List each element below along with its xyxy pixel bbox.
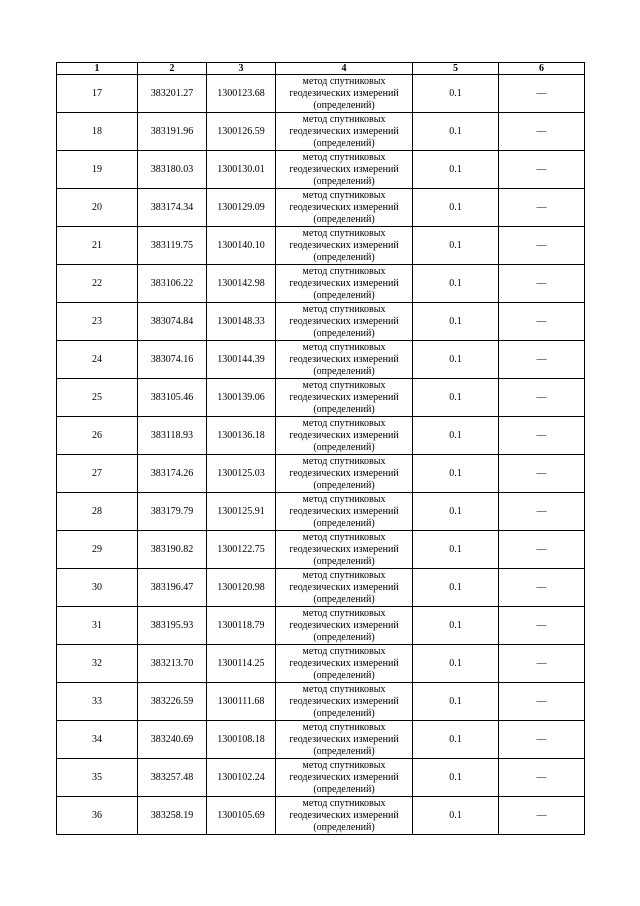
method-cell: метод спутниковых геодезических измерений (определений) — [276, 303, 413, 341]
table-row — [57, 189, 585, 227]
x-coordinate-cell: 383119.75 — [138, 227, 207, 265]
note-cell: — — [499, 417, 585, 455]
accuracy-cell: 0.1 — [413, 759, 499, 797]
accuracy-cell: 0.1 — [413, 645, 499, 683]
table-row — [57, 113, 585, 151]
table-row — [57, 721, 585, 759]
method-cell: метод спутниковых геодезических измерений (определений) — [276, 417, 413, 455]
note-cell: — — [499, 151, 585, 189]
x-coordinate-cell: 383240.69 — [138, 721, 207, 759]
accuracy-cell: 0.1 — [413, 721, 499, 759]
y-coordinate-cell: 1300130.01 — [207, 151, 276, 189]
note-cell: — — [499, 265, 585, 303]
note-cell: — — [499, 531, 585, 569]
method-cell: метод спутниковых геодезических измерений (определений) — [276, 341, 413, 379]
y-coordinate-cell: 1300114.25 — [207, 645, 276, 683]
accuracy-cell: 0.1 — [413, 189, 499, 227]
x-coordinate-cell: 383195.93 — [138, 607, 207, 645]
table-row — [57, 303, 585, 341]
point-number-cell: 26 — [57, 417, 138, 455]
accuracy-cell: 0.1 — [413, 341, 499, 379]
point-number-cell: 29 — [57, 531, 138, 569]
x-coordinate-cell: 383106.22 — [138, 265, 207, 303]
x-coordinate-cell: 383201.27 — [138, 75, 207, 113]
accuracy-cell: 0.1 — [413, 607, 499, 645]
y-coordinate-cell: 1300108.18 — [207, 721, 276, 759]
table-row — [57, 341, 585, 379]
accuracy-cell: 0.1 — [413, 683, 499, 721]
header-col-3: 3 — [207, 63, 276, 75]
method-cell: метод спутниковых геодезических измерений (определений) — [276, 75, 413, 113]
method-cell: метод спутниковых геодезических измерений (определений) — [276, 531, 413, 569]
accuracy-cell: 0.1 — [413, 493, 499, 531]
point-number-cell: 33 — [57, 683, 138, 721]
note-cell: — — [499, 759, 585, 797]
y-coordinate-cell: 1300105.69 — [207, 797, 276, 835]
y-coordinate-cell: 1300125.03 — [207, 455, 276, 493]
y-coordinate-cell: 1300136.18 — [207, 417, 276, 455]
method-cell: метод спутниковых геодезических измерений (определений) — [276, 455, 413, 493]
y-coordinate-cell: 1300125.91 — [207, 493, 276, 531]
header-col-6: 6 — [499, 63, 585, 75]
note-cell: — — [499, 341, 585, 379]
x-coordinate-cell: 383174.34 — [138, 189, 207, 227]
point-number-cell: 20 — [57, 189, 138, 227]
table-row — [57, 417, 585, 455]
y-coordinate-cell: 1300122.75 — [207, 531, 276, 569]
note-cell: — — [499, 379, 585, 417]
method-cell: метод спутниковых геодезических измерений (определений) — [276, 759, 413, 797]
accuracy-cell: 0.1 — [413, 303, 499, 341]
table-row — [57, 455, 585, 493]
y-coordinate-cell: 1300126.59 — [207, 113, 276, 151]
y-coordinate-cell: 1300102.24 — [207, 759, 276, 797]
accuracy-cell: 0.1 — [413, 569, 499, 607]
table-row — [57, 759, 585, 797]
accuracy-cell: 0.1 — [413, 797, 499, 835]
x-coordinate-cell: 383196.47 — [138, 569, 207, 607]
accuracy-cell: 0.1 — [413, 113, 499, 151]
table-row — [57, 75, 585, 113]
x-coordinate-cell: 383118.93 — [138, 417, 207, 455]
y-coordinate-cell: 1300139.06 — [207, 379, 276, 417]
y-coordinate-cell: 1300123.68 — [207, 75, 276, 113]
method-cell: метод спутниковых геодезических измерений (определений) — [276, 227, 413, 265]
x-coordinate-cell: 383226.59 — [138, 683, 207, 721]
x-coordinate-cell: 383257.48 — [138, 759, 207, 797]
point-number-cell: 28 — [57, 493, 138, 531]
point-number-cell: 22 — [57, 265, 138, 303]
note-cell: — — [499, 189, 585, 227]
accuracy-cell: 0.1 — [413, 265, 499, 303]
point-number-cell: 30 — [57, 569, 138, 607]
header-col-4: 4 — [276, 63, 413, 75]
note-cell: — — [499, 455, 585, 493]
note-cell: — — [499, 797, 585, 835]
method-cell: метод спутниковых геодезических измерений (определений) — [276, 797, 413, 835]
x-coordinate-cell: 383213.70 — [138, 645, 207, 683]
method-cell: метод спутниковых геодезических измерений (определений) — [276, 493, 413, 531]
point-number-cell: 27 — [57, 455, 138, 493]
note-cell: — — [499, 303, 585, 341]
point-number-cell: 25 — [57, 379, 138, 417]
note-cell: — — [499, 645, 585, 683]
point-number-cell: 31 — [57, 607, 138, 645]
table-row — [57, 607, 585, 645]
point-number-cell: 21 — [57, 227, 138, 265]
point-number-cell: 18 — [57, 113, 138, 151]
method-cell: метод спутниковых геодезических измерений (определений) — [276, 721, 413, 759]
note-cell: — — [499, 227, 585, 265]
method-cell: метод спутниковых геодезических измерений (определений) — [276, 151, 413, 189]
y-coordinate-cell: 1300120.98 — [207, 569, 276, 607]
note-cell: — — [499, 75, 585, 113]
x-coordinate-cell: 383258.19 — [138, 797, 207, 835]
point-number-cell: 24 — [57, 341, 138, 379]
note-cell: — — [499, 493, 585, 531]
accuracy-cell: 0.1 — [413, 455, 499, 493]
point-number-cell: 34 — [57, 721, 138, 759]
point-number-cell: 32 — [57, 645, 138, 683]
point-number-cell: 23 — [57, 303, 138, 341]
note-cell: — — [499, 569, 585, 607]
y-coordinate-cell: 1300118.79 — [207, 607, 276, 645]
y-coordinate-cell: 1300148.33 — [207, 303, 276, 341]
table-body — [57, 75, 585, 835]
x-coordinate-cell: 383180.03 — [138, 151, 207, 189]
method-cell: метод спутниковых геодезических измерений (определений) — [276, 569, 413, 607]
note-cell: — — [499, 683, 585, 721]
accuracy-cell: 0.1 — [413, 227, 499, 265]
method-cell: метод спутниковых геодезических измерений (определений) — [276, 607, 413, 645]
x-coordinate-cell: 383074.84 — [138, 303, 207, 341]
x-coordinate-cell: 383190.82 — [138, 531, 207, 569]
point-number-cell: 35 — [57, 759, 138, 797]
accuracy-cell: 0.1 — [413, 151, 499, 189]
x-coordinate-cell: 383191.96 — [138, 113, 207, 151]
accuracy-cell: 0.1 — [413, 379, 499, 417]
point-number-cell: 36 — [57, 797, 138, 835]
y-coordinate-cell: 1300144.39 — [207, 341, 276, 379]
table-row — [57, 683, 585, 721]
table-row — [57, 265, 585, 303]
method-cell: метод спутниковых геодезических измерений (определений) — [276, 683, 413, 721]
method-cell: метод спутниковых геодезических измерений (определений) — [276, 265, 413, 303]
x-coordinate-cell: 383074.16 — [138, 341, 207, 379]
coordinates-table — [56, 62, 585, 835]
header-col-5: 5 — [413, 63, 499, 75]
y-coordinate-cell: 1300140.10 — [207, 227, 276, 265]
point-number-cell: 17 — [57, 75, 138, 113]
header-col-1: 1 — [57, 63, 138, 75]
header-col-2: 2 — [138, 63, 207, 75]
method-cell: метод спутниковых геодезических измерений (определений) — [276, 113, 413, 151]
note-cell: — — [499, 113, 585, 151]
method-cell: метод спутниковых геодезических измерений (определений) — [276, 379, 413, 417]
table-row — [57, 569, 585, 607]
table-row — [57, 151, 585, 189]
table-row — [57, 227, 585, 265]
point-number-cell: 19 — [57, 151, 138, 189]
header-row — [57, 63, 585, 75]
table-row — [57, 379, 585, 417]
y-coordinate-cell: 1300142.98 — [207, 265, 276, 303]
x-coordinate-cell: 383174.26 — [138, 455, 207, 493]
accuracy-cell: 0.1 — [413, 417, 499, 455]
method-cell: метод спутниковых геодезических измерений (определений) — [276, 189, 413, 227]
table-row — [57, 493, 585, 531]
table-row — [57, 645, 585, 683]
note-cell: — — [499, 607, 585, 645]
table-row — [57, 531, 585, 569]
table-row — [57, 797, 585, 835]
method-cell: метод спутниковых геодезических измерений (определений) — [276, 645, 413, 683]
accuracy-cell: 0.1 — [413, 75, 499, 113]
y-coordinate-cell: 1300111.68 — [207, 683, 276, 721]
x-coordinate-cell: 383179.79 — [138, 493, 207, 531]
y-coordinate-cell: 1300129.09 — [207, 189, 276, 227]
accuracy-cell: 0.1 — [413, 531, 499, 569]
note-cell: — — [499, 721, 585, 759]
x-coordinate-cell: 383105.46 — [138, 379, 207, 417]
